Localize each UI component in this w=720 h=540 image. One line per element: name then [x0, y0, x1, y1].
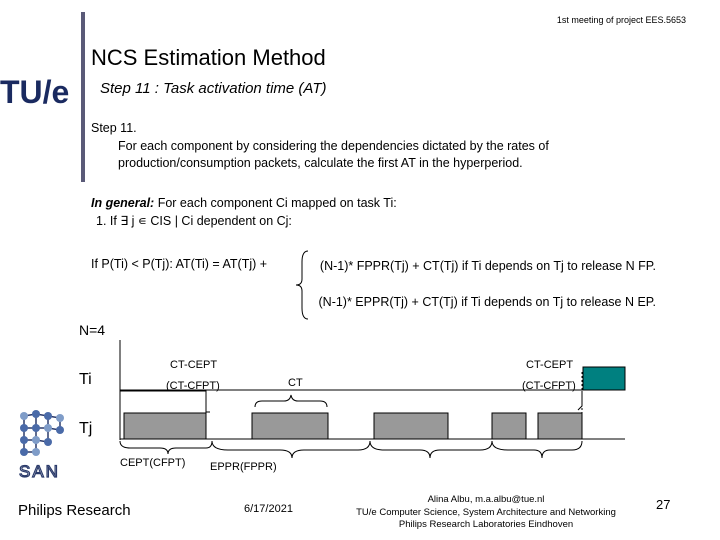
san-node-12 — [20, 448, 28, 456]
footer-contact-lab: Philips Research Laboratories Eindhoven — [398, 519, 574, 530]
meeting-header: 1st meeting of project EES.5653 — [556, 15, 686, 25]
footer-contact-name: Alina Albu, m.a.albu@tue.nl — [427, 494, 545, 505]
ct-cept-bracket-left — [120, 391, 210, 412]
step-text: For each component by considering the dependencies dictated by the rates of production/consumption packets, calculate the first AT in the hyperperiod. — [118, 139, 549, 170]
eppr-brace-1 — [212, 441, 370, 458]
tj-block-1 — [124, 413, 206, 439]
general-label: In general: — [91, 196, 155, 210]
san-node-5 — [20, 424, 28, 432]
san-node-8 — [56, 426, 64, 434]
san-node-10 — [32, 436, 40, 444]
eppr-brace-2 — [370, 441, 492, 458]
ct-cept-bracket-right — [578, 391, 582, 410]
san-logo-icon — [16, 408, 72, 480]
footer-date: 6/17/2021 — [244, 503, 293, 515]
san-node-9 — [20, 436, 28, 444]
san-node-1 — [20, 412, 28, 420]
step-heading: Step 11. — [91, 121, 137, 135]
san-node-4 — [56, 414, 64, 422]
footer-contact-dept: TU/e Computer Science, System Architecture and Networking — [356, 506, 616, 518]
tj-block-4 — [492, 413, 526, 439]
san-node-13 — [32, 448, 40, 456]
san-node-3 — [44, 412, 52, 420]
dependency-item: 1. If ∃ j ∊ CIS | Ci dependent on Cj: — [96, 214, 292, 228]
tj-block-2 — [252, 413, 328, 439]
footer-contact — [340, 494, 632, 532]
san-node-6 — [32, 424, 40, 432]
tj-blocks — [124, 413, 582, 439]
n-label: N=4 — [79, 322, 106, 338]
san-node-7 — [44, 424, 52, 432]
san-node-11 — [44, 438, 52, 446]
tj-block-3 — [374, 413, 448, 439]
eppr-brace-3 — [492, 441, 582, 458]
formula-case-ep: (N-1)* EPPR(Tj) + CT(Tj) if Ti depends on Tj to release N EP. — [318, 295, 656, 309]
formula-case-fp: (N-1)* FPPR(Tj) + CT(Tj) if Ti depends on Tj to release N FP. — [319, 259, 656, 273]
cept-cfpt-label: CEPT(CFPT) — [120, 457, 186, 469]
ct-cfpt-label-left: (CT-CFPT) — [166, 380, 220, 392]
page-number: 27 — [656, 497, 671, 512]
slide-title: NCS Estimation Method — [91, 45, 326, 70]
formula-condition: If P(Ti) < P(Tj): AT(Ti) = AT(Tj) + — [91, 257, 268, 271]
ct-cept-label-left: CT-CEPT — [170, 359, 218, 371]
footer-org: Philips Research — [18, 502, 131, 519]
tj-block-5 — [538, 413, 582, 439]
ct-cept-label-right: CT-CEPT — [526, 359, 574, 371]
slide-subtitle: Step 11 : Task activation time (AT) — [100, 80, 327, 97]
general-text: For each component Ci mapped on task Ti: — [154, 196, 397, 210]
san-logo-text: SAN — [19, 462, 60, 480]
ct-label: CT — [288, 377, 303, 389]
formula-brace — [296, 251, 308, 319]
ti-label: Ti — [79, 371, 92, 388]
cept-brace — [120, 441, 212, 454]
tue-logo-text: TU/e — [0, 74, 70, 108]
ct-brace — [255, 395, 327, 407]
eppr-fppr-label: EPPR(FPPR) — [210, 461, 277, 473]
ct-cfpt-label-right: (CT-CFPT) — [522, 380, 576, 392]
san-grid-icon — [20, 410, 64, 456]
tj-label: Tj — [79, 420, 93, 437]
san-node-2 — [32, 410, 40, 418]
ti-activation-block — [583, 367, 625, 390]
